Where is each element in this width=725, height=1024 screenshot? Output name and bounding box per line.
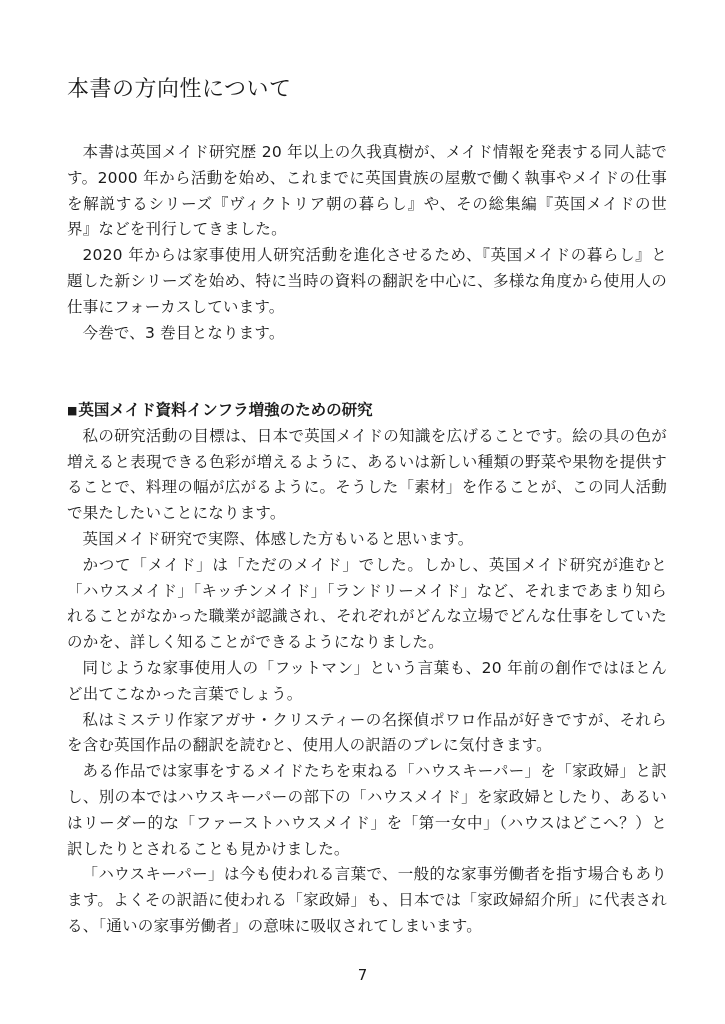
page-title: 本書の方向性について xyxy=(67,77,292,102)
page-number: 7 xyxy=(357,966,368,984)
body-paragraph: 「ハウスキーパー」は今も使われる言葉で、一般的な家事労働者を指す場合もあります。よくその訳語に使われる「家政婦」も、日本では「家政婦紹介所」に代表される、「通いの家事労働者」の意味に吸収されてしまいます。 xyxy=(67,865,667,935)
body-paragraph: かつて「メイド」は「ただのメイド」でした。しかし、英国メイド研究が進むと「ハウスメイド」「キッチンメイド」「ランドリーメイド」など、それまであまり知られることがなかった職業が認識され、それぞれがどんな立場でどんな仕事をしていたのかを、詳しく知ることができるようになりました。 xyxy=(67,555,667,652)
body-paragraph: ある作品では家事をするメイドたちを束ねる「ハウスキーパー」を「家政婦」と訳し、別の本ではハウスキーパーの部下の「ハウスメイド」を家政婦としたり、あるいはリーダー的な「ファーストハウスメイド」を「第一女中」（ハウスはどこへ？）と訳したりとされることも見かけました。 xyxy=(67,762,667,858)
section-heading xyxy=(67,398,667,424)
body-paragraph: 英国メイド研究で実際、体感した方もいると思います。 xyxy=(82,529,474,548)
body-paragraph: 私はミステリ作家アガサ・クリスティーの名探偵ポワロ作品が好きですが、それらを含む英国作品の翻訳を読むと、使用人の訳語のブレに気付きます。 xyxy=(67,710,667,755)
intro-paragraph: 本書は英国メイド研究歴 20 年以上の久我真樹が、メイド情報を発表する同人誌です。2000 年から活動を始め、これまでに英国貴族の屋敷で働く執事やメイドの仕事を解説するシリーズ『ヴィクトリア朝の暮らし』や、その総集編『英国メイドの世界』などを刊行してきました。 xyxy=(67,143,667,239)
intro-section xyxy=(67,140,667,346)
body-paragraph: 同じような家事使用人の「フットマン」という言葉も、20 年前の創作ではほとんど出てこなかった言葉でしょう。 xyxy=(67,658,667,703)
intro-paragraph: 今巻で、3 巻目となります。 xyxy=(82,323,285,342)
section-heading-text: 英国メイド資料インフラ増強のための研究 xyxy=(78,401,373,419)
square-bullet-icon: ■ xyxy=(67,404,78,417)
intro-paragraph: 2020 年からは家事使用人研究活動を進化させるため、『英国メイドの暮らし』と題した新シリーズを始め、特に当時の資料の翻訳を中心に、多様な角度から使用人の仕事にフォーカスしています。 xyxy=(67,246,667,316)
body-paragraph: 私の研究活動の目標は、日本で英国メイドの知識を広げることです。絵の具の色が増えると表現できる色彩が増えるように、あるいは新しい種類の野菜や果物を提供することで、料理の幅が広がるように。そうした「素材」を作ることが、この同人活動で果たしたいことになります。 xyxy=(67,426,667,523)
research-section xyxy=(67,398,667,940)
